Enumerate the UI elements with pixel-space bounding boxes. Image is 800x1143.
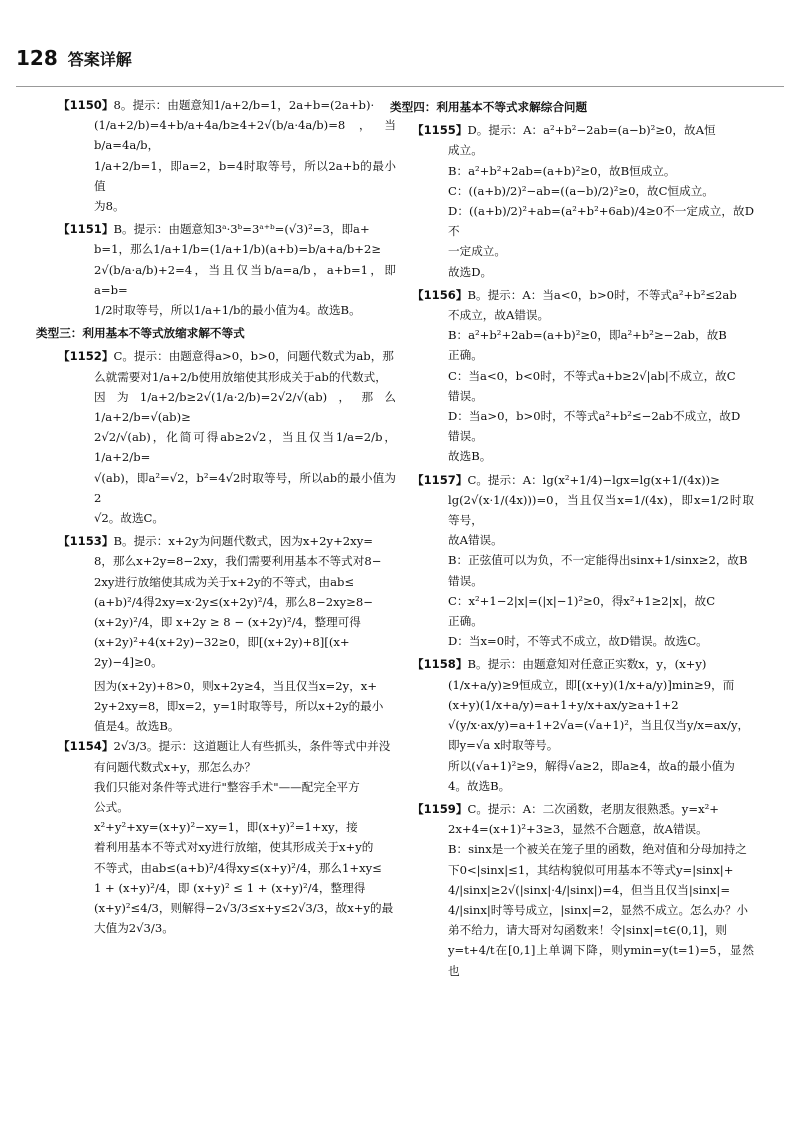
- text-line: [448, 940, 754, 980]
- problem-entry: [58, 531, 396, 672]
- text-line: [58, 346, 396, 366]
- text-line: [94, 572, 396, 592]
- type-heading: 类型四：利用基本不等式求解综合问题: [390, 100, 588, 114]
- problem-entry: [412, 470, 754, 652]
- problem-entry: [412, 799, 754, 981]
- text-line: [94, 551, 396, 571]
- text-line: [448, 325, 754, 345]
- text-line: [94, 676, 396, 696]
- text-line: [94, 367, 396, 387]
- text-line: [58, 531, 396, 551]
- text-line: [94, 898, 396, 918]
- line-text: B。提示：由题意知3ᵃ·3ᵇ=3ᵃ⁺ᵇ=(√3)²=3，即a+: [113, 222, 370, 237]
- line-text: 大值为2√3/3。: [94, 921, 174, 936]
- text-line: [94, 115, 396, 155]
- text-line: [448, 201, 754, 241]
- text-line: [94, 300, 396, 320]
- line-text: (x+2y)²+4(x+2y)−32≥0，即[(x+2y)+8][(x+: [94, 635, 350, 650]
- line-text: 正确。: [448, 348, 483, 363]
- problem-entry: [58, 219, 396, 320]
- line-text: 2√(b/a·a/b)+2=4，当且仅当b/a=a/b，a+b=1，即a=b=: [94, 262, 396, 297]
- line-text: y=t+4/t在[0,1]上单调下降，则ymin=y(t=1)=5，显然也: [448, 943, 754, 978]
- line-text: 2√2/√(ab)，化简可得ab≥2√2，当且仅当1/a=2/b，1/a+2/b=: [94, 430, 396, 465]
- line-text: D。提示：A：a²+b²−2ab=(a−b)²≥0，故A恒: [467, 123, 716, 138]
- text-line: [448, 550, 754, 570]
- line-text: 4/|sinx|时等号成立，|sinx|=2，显然不成立。怎么办？小: [448, 902, 749, 917]
- line-text: 着利用基本不等式对xy进行放缩，使其形成关于x+y的: [94, 840, 374, 855]
- text-line: [412, 654, 754, 674]
- line-text: C。提示：A：lg(x²+1/4)−lgx=lg(x+1/(4x))≥: [467, 472, 720, 487]
- line-text: 1 + (x+y)²/4，即 (x+y)² ≤ 1 + (x+y)²/4，整理得: [94, 880, 366, 895]
- problem-number: 【1154】: [58, 739, 114, 754]
- line-text: 不等式，由ab≤(a+b)²/4得xy≤(x+y)²/4，那么1+xy≤: [94, 860, 382, 875]
- line-text: 所以(√a+1)²≥9，解得√a≥2，即a≥4，故a的最小值为: [448, 758, 735, 773]
- line-text: B：a²+b²+2ab=(a+b)²≥0，即a²+b²≥−2ab，故B: [448, 328, 727, 343]
- line-text: 有问题代数式x+y，那怎么办？: [94, 759, 256, 774]
- line-text: b=1，那么1/a+1/b=(1/a+1/b)(a+b)=b/a+a/b+2≥: [94, 242, 382, 257]
- text-line: [94, 837, 396, 857]
- text-line: [448, 860, 754, 880]
- problem-number: 【1151】: [58, 222, 114, 237]
- line-text: 4/|sinx|≥2√(|sinx|·4/|sinx|)=4，但当且仅当|sinx|=: [448, 882, 731, 897]
- line-text: 一定成立。: [448, 244, 506, 259]
- text-line: [448, 161, 754, 181]
- text-line: [58, 219, 396, 239]
- line-text: x²+y²+xy=(x+y)²−xy=1，即(x+y)²=1+xy，接: [94, 820, 358, 835]
- text-line: [448, 386, 754, 406]
- text-line: [94, 239, 396, 259]
- text-line: [448, 819, 754, 839]
- problem-number: 【1159】: [412, 801, 468, 816]
- text-line: [448, 880, 754, 900]
- problem-number: 【1152】: [58, 349, 114, 364]
- line-text: 1/2时取等号，所以1/a+1/b的最小值为4。故选B。: [94, 303, 361, 318]
- line-text: C。提示：由题意得a>0，b>0，问题代数式为ab，那: [113, 349, 394, 364]
- text-line: [94, 652, 396, 672]
- page-header: [16, 46, 132, 76]
- text-line: [94, 797, 396, 817]
- header-divider: [16, 86, 784, 87]
- text-line: [448, 920, 754, 940]
- line-text: C：当a<0，b<0时，不等式a+b≥2√|ab|不成立，故C: [448, 368, 736, 383]
- text-line: [448, 776, 754, 796]
- text-line: [448, 366, 754, 386]
- line-text: 不成立，故A错误。: [448, 308, 550, 323]
- line-text: 我们只能对条件等式进行"整容手术"——配完全平方: [94, 779, 360, 794]
- left-column: [36, 95, 396, 1135]
- line-text: 公式。: [94, 799, 129, 814]
- text-line: [448, 140, 754, 160]
- text-line: [448, 426, 754, 446]
- text-line: [448, 715, 754, 735]
- text-line: [58, 95, 396, 115]
- text-line: [448, 611, 754, 631]
- text-line: [94, 427, 396, 467]
- problem-number: 【1156】: [412, 287, 468, 302]
- type-heading: 类型三：利用基本不等式放缩求解不等式: [36, 326, 245, 341]
- line-text: (a+b)²/4得2xy=x·2y≤(x+2y)²/4，那么8−2xy≥8−: [94, 594, 373, 609]
- text-line: [448, 695, 754, 715]
- line-text: (1/x+a/y)≥9恒成立，即[(x+y)(1/x+a/y)]min≥9，而: [448, 677, 735, 692]
- text-line: [94, 387, 396, 427]
- line-text: B。提示：由题意知对任意正实数x，y，(x+y): [467, 657, 707, 672]
- line-text: √(y/x·ax/y)=a+1+2√a=(√a+1)²，当且仅当y/x=ax/y，: [448, 718, 750, 733]
- line-text: 8。提示：由题意知1/a+2/b=1，2a+b=(2a+b)·: [113, 98, 375, 112]
- line-text: √(ab)，即a²=√2，b²=4√2时取等号，所以ab的最小值为2: [94, 470, 396, 505]
- text-line: [94, 612, 396, 632]
- problem-number: 【1153】: [58, 534, 114, 549]
- line-text: B。提示：A：当a<0，b>0时，不等式a²+b²≤2ab: [467, 287, 737, 302]
- text-line: [94, 260, 396, 300]
- line-text: 正确。: [448, 614, 483, 629]
- text-line: [448, 900, 754, 920]
- text-line: [448, 181, 754, 201]
- line-text: 错误。: [448, 429, 483, 444]
- text-line: [94, 777, 396, 797]
- line-text: 为8。: [94, 199, 125, 214]
- problem-entry: [412, 654, 754, 795]
- text-line: [448, 631, 754, 651]
- text-line: [448, 571, 754, 591]
- line-text: C：x²+1−2|x|=(|x|−1)²≥0，得x²+1≥2|x|，故C: [448, 593, 716, 608]
- line-text: B：a²+b²+2ab=(a+b)²≥0，故B恒成立。: [448, 163, 676, 178]
- problem-entry: [58, 346, 396, 528]
- line-text: 4。故选B。: [448, 778, 511, 793]
- line-text: C。提示：A：二次函数，老朋友很熟悉。y=x²+: [467, 801, 719, 816]
- text-line: [448, 735, 754, 755]
- text-line: [448, 591, 754, 611]
- text-line: [94, 508, 396, 528]
- text-line: [448, 241, 754, 261]
- text-line: [94, 817, 396, 837]
- text-line: [448, 345, 754, 365]
- line-text: lg(2√(x·1/(4x)))=0，当且仅当x=1/(4x)，即x=1/2时取等号，: [448, 492, 754, 528]
- problem-entry: [412, 285, 754, 467]
- line-text: D：当a>0，b>0时，不等式a²+b²≤−2ab不成立，故D: [448, 409, 741, 424]
- line-text: (x+y)(1/x+a/y)=a+1+y/x+ax/y≥a+1+2: [448, 697, 679, 712]
- section-title: 答案详解: [67, 50, 132, 69]
- line-text: 么就需要对1/a+2/b使用放缩使其形成关于ab的代数式，: [94, 369, 387, 384]
- text-line: [448, 839, 754, 859]
- line-text: B：正弦值可以为负，不一定能得出sinx+1/sinx≥2，故B: [448, 553, 748, 568]
- line-text: (1/a+2/b)=4+b/a+4a/b≥4+2√(b/a·4a/b)=8，当b/a=4a/b，: [94, 118, 396, 153]
- line-text: 8，那么x+2y=8−2xy，我们需要利用基本不等式对8−: [94, 554, 382, 569]
- text-line: [412, 285, 754, 305]
- problem-number: 【1158】: [412, 657, 468, 672]
- text-line: [448, 675, 754, 695]
- line-text: B：sinx是一个被关在笼子里的函数，绝对值和分母加持之: [448, 842, 747, 857]
- text-line: [448, 262, 754, 282]
- right-column: [390, 95, 754, 1135]
- text-line: [448, 756, 754, 776]
- line-text: C：((a+b)/2)²−ab=((a−b)/2)²≥0，故C恒成立。: [448, 183, 714, 198]
- text-line: [94, 632, 396, 652]
- problem-number: 【1157】: [412, 472, 468, 487]
- line-text: 弟不给力，请大哥对勾函数来！令|sinx|=t∈(0,1]，则: [448, 923, 728, 938]
- page-number: 128: [16, 46, 58, 70]
- problem-entry: [58, 736, 396, 938]
- text-line: [448, 446, 754, 466]
- text-line: [412, 799, 754, 819]
- text-line: [58, 736, 396, 756]
- line-text: 值是4。故选B。: [94, 719, 180, 734]
- paragraph: [58, 676, 396, 737]
- text-line: [448, 406, 754, 426]
- text-line: [94, 592, 396, 612]
- line-text: 1/a+2/b=1，即a=2，b=4时取等号，所以2a+b的最小值: [94, 158, 396, 193]
- line-text: 错误。: [448, 388, 483, 403]
- line-text: 因为1/a+2/b≥2√(1/a·2/b)=2√2/√(ab)，那么1/a+2/b=√(ab)≥: [94, 389, 396, 425]
- text-line: [94, 468, 396, 508]
- text-line: [94, 696, 396, 716]
- text-line: [94, 918, 396, 938]
- text-line: [448, 305, 754, 325]
- problem-number: 【1155】: [412, 123, 468, 138]
- line-text: D：当x=0时，不等式不成立，故D错误。故选C。: [448, 634, 708, 649]
- problem-entry: [58, 95, 396, 216]
- line-text: 因为(x+2y)+8>0，则x+2y≥4，当且仅当x=2y，x+: [94, 678, 378, 693]
- line-text: 错误。: [448, 573, 483, 588]
- line-text: 下0<|sinx|≤1，其结构貌似可用基本不等式y=|sinx|+: [448, 862, 734, 877]
- line-text: 故A错误。: [448, 533, 503, 548]
- problem-entry: [412, 120, 754, 282]
- text-line: [94, 858, 396, 878]
- line-text: (x+y)²≤4/3，则解得−2√3/3≤x+y≤2√3/3，故x+y的最: [94, 900, 394, 915]
- text-line: [448, 530, 754, 550]
- line-text: (x+2y)²/4，即 x+2y ≥ 8 − (x+2y)²/4，整理可得: [94, 615, 361, 630]
- line-text: 故选D。: [448, 264, 493, 279]
- text-line: [412, 470, 754, 490]
- line-text: 成立。: [448, 143, 483, 158]
- line-text: 2y+2xy=8，即x=2，y=1时取等号，所以x+2y的最小: [94, 698, 384, 713]
- text-line: [94, 156, 396, 196]
- line-text: √2。故选C。: [94, 511, 165, 526]
- text-line: [94, 716, 396, 736]
- line-text: 2x+4=(x+1)²+3≥3，显然不合题意，故A错误。: [448, 822, 708, 837]
- line-text: 2xy进行放缩使其成为关于x+2y的不等式，由ab≤: [94, 574, 355, 589]
- text-line: [94, 196, 396, 216]
- line-text: D：((a+b)/2)²+ab=(a²+b²+6ab)/4≥0不一定成立，故D不: [448, 204, 754, 239]
- text-line: [448, 490, 754, 530]
- line-text: 2√3/3。提示：这道题让人有些抓头，条件等式中并没: [113, 739, 391, 754]
- problem-number: 【1150】: [58, 98, 114, 112]
- line-text: B。提示：x+2y为问题代数式，因为x+2y+2xy=: [113, 534, 373, 549]
- line-text: 即y=√a x时取等号。: [448, 738, 559, 753]
- text-line: [94, 878, 396, 898]
- text-line: [94, 757, 396, 777]
- line-text: 2y)−4]≥0。: [94, 655, 163, 670]
- line-text: 故选B。: [448, 449, 492, 464]
- text-line: [412, 120, 754, 140]
